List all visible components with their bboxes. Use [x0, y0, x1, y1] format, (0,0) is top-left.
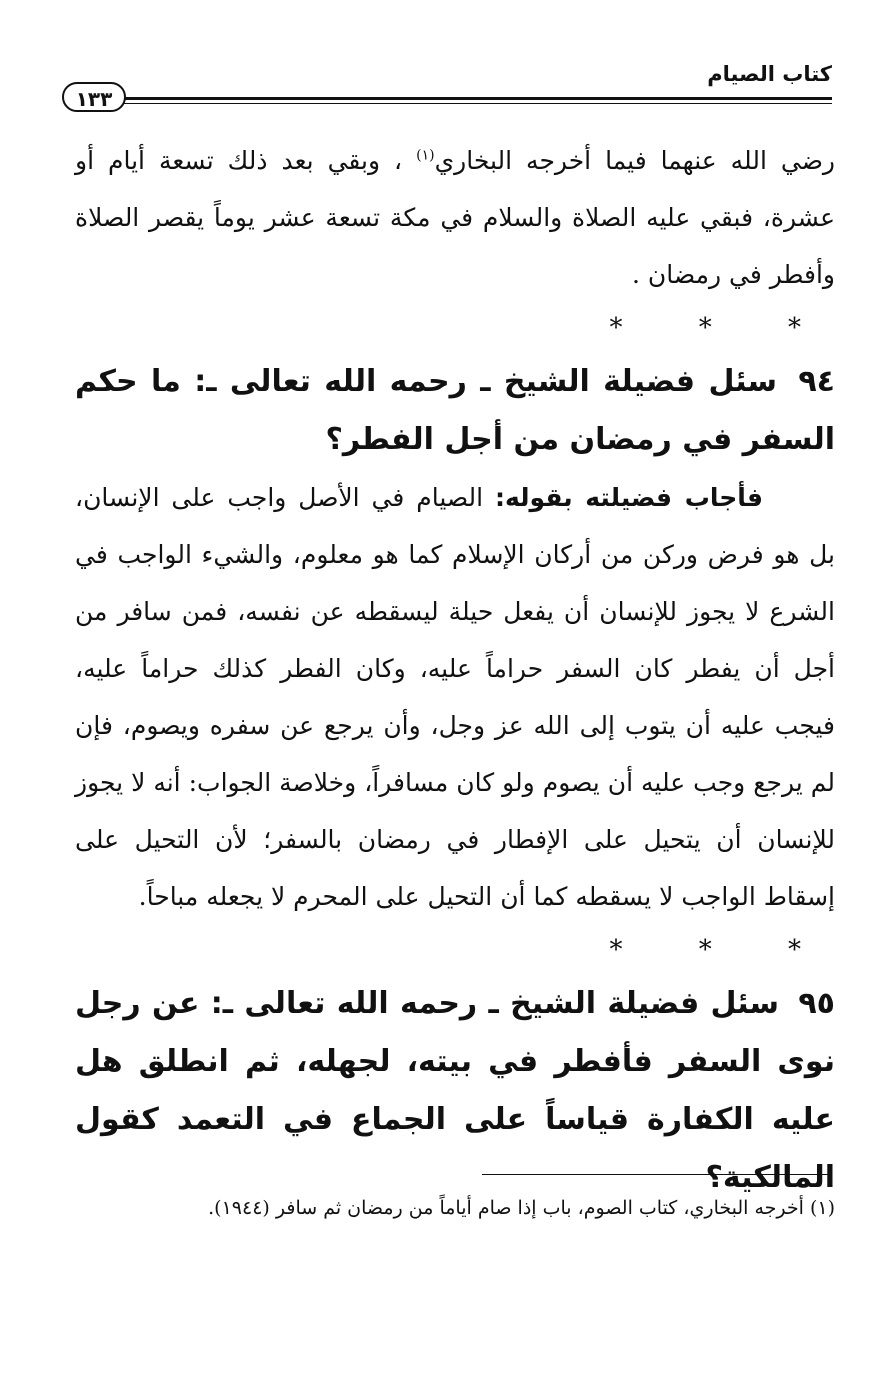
footnote-divider [482, 1174, 830, 1175]
header-rule-thin [122, 103, 832, 104]
section-separator: * * * [609, 313, 835, 343]
page-number: ١٣٣ [62, 82, 126, 112]
answer-94 [75, 469, 835, 925]
question-94 [75, 353, 835, 469]
section-separator: * * * [609, 935, 835, 965]
footnote-reference[interactable]: (١) [416, 147, 435, 164]
question-text: سئل فضيلة الشيخ ـ رحمه الله تعالى ـ: ما حكم السفر في رمضان من أجل الفطر؟ [75, 364, 835, 457]
book-title: كتاب الصيام [707, 62, 832, 86]
answer-lead: فأجاب فضيلته بقوله: [495, 483, 763, 512]
question-text: سئل فضيلة الشيخ ـ رحمه الله تعالى ـ: عن رجل نوى السفر فأفطر في بيته، لجهله، ثم انطلق هل عليه الكفارة قياساً على الجماع في التعمد كقول المالكية؟ [75, 986, 835, 1195]
question-95 [75, 975, 835, 1207]
paragraph-text: رضي الله عنهما فيما أخرجه البخاري [434, 146, 835, 175]
header-rule-thick [122, 97, 832, 100]
footnote: (١) أخرجه البخاري، كتاب الصوم، باب إذا صام أياماً من رمضان ثم سافر (١٩٤٤). [208, 1197, 835, 1219]
paragraph-text: ، وبقي بعد ذلك تسعة أيام أو عشرة، فبقي عليه الصلاة والسلام في مكة تسعة عشر يوماً يقصر الصلاة وأفطر في رمضان . [75, 146, 835, 289]
answer-text: الصيام في الأصل واجب على الإنسان، بل هو فرض وركن من أركان الإسلام كما هو معلوم، والشيء الواجب في الشرع لا يجوز للإنسان أن يفعل حيلة ليسقطه عن نفسه، فمن سافر من أجل أن يفطر كان السفر حراماً عليه، وكان الفطر كذلك حراماً عليه، فيجب عليه أن يتوب إلى الله عز وجل، وأن يرجع عن سفره ويصوم، فإن لم يرجع وجب عليه أن يصوم ولو كان مسافراً، وخلاصة الجواب: أنه لا يجوز للإنسان أن يتحيل على الإفطار في رمضان بالسفر؛ لأن التحيل على إسقاط الواجب لا يسقطه كما أن التحيل على المحرم لا يجعله مباحاً. [75, 483, 835, 911]
page-body [75, 132, 835, 1207]
question-number: ٩٥ [798, 986, 835, 1021]
page-header [62, 62, 832, 118]
question-number: ٩٤ [798, 364, 835, 399]
paragraph-continuation [75, 132, 835, 303]
